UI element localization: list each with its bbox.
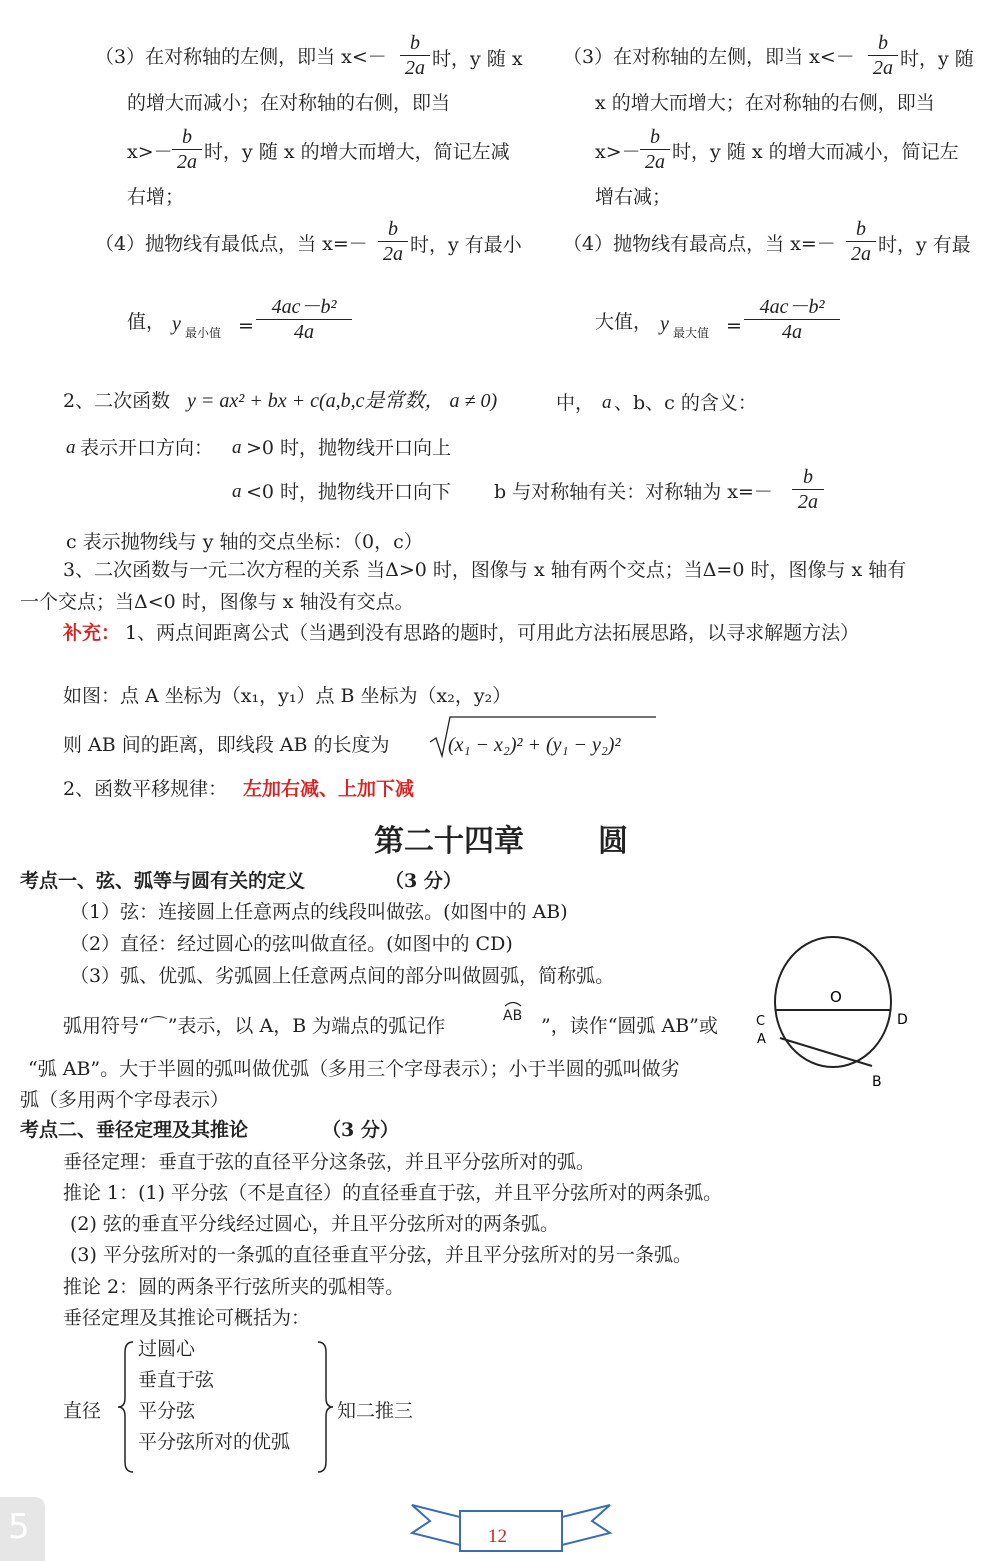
arc-minor-line: 弧（多用两个字母表示）	[20, 1089, 230, 1111]
brace-right-label: 知二推三	[337, 1400, 414, 1422]
right3-line2: x 的增大而增大；在对称轴的右侧，即当	[595, 92, 935, 114]
k2-score: （3 分）	[322, 1119, 399, 1141]
chapter-title-circle: 圆	[598, 824, 628, 859]
s2-line1-c: a	[602, 392, 612, 413]
left3-text-d: 时，y 随 x 的增大而增大，简记左减	[204, 141, 510, 163]
fraction-4ac-b2-4a: 4ac－b² 4a	[256, 296, 352, 343]
right3-text-a: （3）在对称轴的左侧，即当 x<－	[563, 46, 855, 68]
k2-corollary2: 推论 2：圆的两条平行弦所夹的弧相等。	[63, 1276, 405, 1298]
k1-arc-def: （3）弧、优弧、劣弧圆上任意两点间的部分叫做圆弧，简称弧。	[70, 965, 615, 987]
a-negative-text: <0 时，抛物线开口向下	[246, 481, 452, 503]
s2-line1-d: 、b、c 的含义：	[614, 392, 757, 414]
ymin-subscript: 最小值	[185, 326, 222, 340]
ymin-symbol: y	[172, 313, 181, 335]
left3-text-c: x>－	[127, 141, 173, 163]
label-a: A	[757, 1032, 766, 1047]
page-number-ribbon-icon	[408, 1497, 614, 1557]
chord-ab	[780, 1038, 872, 1066]
left3-line2: 的增大而减小；在对称轴的右侧，即当	[127, 92, 451, 114]
k2-corollary1-3: (3) 平分弦所对的一条弧的直径垂直平分弦，并且平分弦所对的另一条弧。	[70, 1244, 692, 1266]
left3-text-a: （3）在对称轴的左侧，即当 x<－	[95, 46, 387, 68]
k1-title: 考点一、弦、弧等与圆有关的定义	[20, 870, 306, 892]
c-meaning-text: c 表示抛物线与 y 轴的交点坐标：（0，c）	[66, 531, 423, 553]
corner-badge-number: 5	[8, 1507, 30, 1547]
chapter-title: 第二十四章	[374, 824, 524, 859]
supplement-text: 1、两点间距离公式（当遇到没有思路的题时，可用此方法拓展思路，以寻求解题方法）	[125, 622, 860, 644]
a-positive-text: >0 时，抛物线开口向上	[246, 437, 452, 459]
right3-text-c: x>－	[595, 141, 641, 163]
right3-text-d: 时，y 随 x 的增大而减小，简记左	[672, 141, 959, 163]
s3-line2: 一个交点；当Δ<0 时，图像与 x 轴没有交点。	[20, 591, 414, 613]
ymax-symbol: y	[660, 313, 669, 335]
left4-text-c: 值，	[127, 311, 166, 333]
fraction-b-2a: b 2a	[172, 126, 202, 173]
label-d: D	[897, 1012, 908, 1028]
quadratic-formula: y = ax² + bx + c(a,b,c是常数， a ≠ 0)	[187, 390, 498, 412]
brace-item: 平分弦所对的优弧	[138, 1431, 291, 1453]
supplement-label: 补充：	[63, 622, 121, 644]
fraction-b-2a: b 2a	[868, 32, 898, 79]
arc-notation-text-a: 弧用符号“⌒”表示，以 A，B 为端点的弧记作	[63, 1015, 446, 1037]
fraction-4ac-b2-4a: 4ac－b² 4a	[744, 296, 840, 343]
right4-text-a: （4）抛物线有最高点，当 x=－	[563, 233, 836, 255]
s3-line1: 3、二次函数与一元二次方程的关系 当Δ>0 时，图像与 x 轴有两个交点；当Δ=0 时，图像与 x 轴有	[63, 559, 907, 581]
k2-corollary1: 推论 1：(1) 平分弦（不是直径）的直径垂直于弦，并且平分弦所对的两条弧。	[63, 1182, 723, 1204]
k1-diameter-def: （2）直径：经过圆心的弦叫做直径。(如图中的 CD)	[70, 933, 513, 955]
a-symbol: a	[232, 437, 242, 458]
distance-coords-line: 如图：点 A 坐标为（x₁，y₁）点 B 坐标为（x₂，y₂）	[63, 685, 512, 707]
label-c: C	[756, 1014, 766, 1029]
arc-ab-symbol: AB	[503, 1008, 523, 1024]
distance-formula: (x₁ − x₂)² + (y₁ − y₂)²	[448, 734, 621, 756]
fraction-b-2a: b 2a	[846, 218, 876, 265]
ymax-subscript: 最大值	[673, 326, 710, 340]
shift-rule-label: 2、函数平移规律：	[63, 778, 228, 800]
label-b: B	[872, 1074, 882, 1090]
a-symbol: a	[232, 481, 242, 502]
a-meaning-label: 表示开口方向：	[80, 437, 214, 459]
fraction-b-2a: b 2a	[400, 32, 430, 79]
right3-text-b: 时，y 随	[900, 48, 974, 70]
brace-left-label: 直径	[63, 1400, 102, 1422]
k2-summary: 垂径定理及其推论可概括为：	[63, 1307, 311, 1329]
brace-item: 平分弦	[138, 1400, 196, 1422]
circle-figure	[750, 928, 920, 1093]
brace-item: 垂直于弦	[138, 1369, 215, 1391]
brace-item: 过圆心	[138, 1338, 196, 1360]
arc-notation-text-b: ”，读作“圆弧 AB”或	[541, 1015, 718, 1037]
left3-line4: 右增；	[127, 186, 185, 208]
right4-text-b: 时，y 有最	[878, 234, 971, 256]
shift-rule-text: 左加右减、上加下减	[243, 778, 415, 800]
right4-text-c: 大值，	[595, 311, 653, 333]
page-number: 12	[488, 1526, 507, 1547]
equals-sign: =	[726, 315, 742, 337]
k1-score: （3 分）	[385, 870, 462, 892]
left-brace-icon	[115, 1340, 137, 1475]
k2-corollary1-2: (2) 弦的垂直平分线经过圆心，并且平分弦所对的两条弧。	[70, 1213, 559, 1235]
b-meaning-text: b 与对称轴有关：对称轴为 x=－	[494, 481, 773, 503]
equals-sign: =	[238, 315, 254, 337]
arc-major-minor-line: “弧 AB”。大于半圆的弧叫做优弧（多用三个字母表示）；小于半圆的弧叫做劣	[28, 1058, 680, 1080]
a-symbol: a	[66, 437, 76, 458]
k2-theorem: 垂径定理：垂直于弦的直径平分这条弦，并且平分弦所对的弧。	[63, 1151, 596, 1173]
fraction-b-2a: b 2a	[378, 218, 408, 265]
arc-hat-icon	[503, 999, 523, 1007]
distance-length-line: 则 AB 间的距离，即线段 AB 的长度为	[63, 734, 390, 756]
s2-line1-a: 2、二次函数	[63, 390, 171, 412]
left4-text-a: （4）抛物线有最低点，当 x=－	[95, 233, 368, 255]
fraction-b-2a: b 2a	[640, 126, 670, 173]
s2-line1-b: 中，	[556, 392, 595, 414]
fraction-b-2a: b 2a	[792, 466, 824, 513]
left4-text-b: 时，y 有最小	[410, 234, 522, 256]
left3-text-b: 时，y 随 x	[432, 48, 523, 70]
right-brace-icon	[314, 1340, 336, 1475]
right3-line4: 增右减；	[595, 186, 672, 208]
k2-title: 考点二、垂径定理及其推论	[20, 1119, 249, 1141]
page-corner-badge	[0, 1497, 45, 1561]
label-o: O	[830, 988, 842, 1006]
k1-chord-def: （1）弦：连接圆上任意两点的线段叫做弦。(如图中的 AB)	[70, 901, 568, 923]
